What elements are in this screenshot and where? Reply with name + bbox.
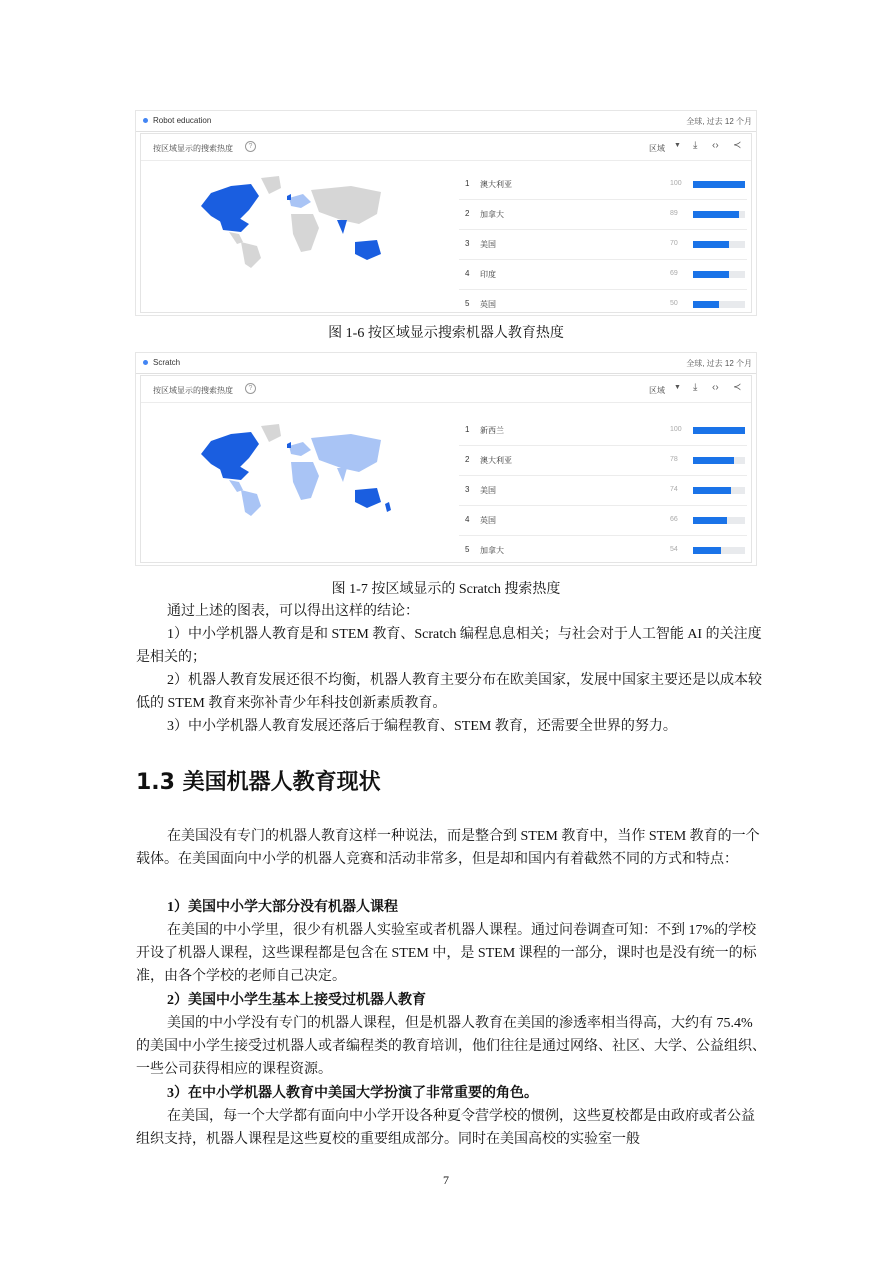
share-icon[interactable]: ≺ bbox=[733, 140, 742, 151]
rank-number: 5 bbox=[465, 545, 470, 554]
rank-number: 1 bbox=[465, 179, 470, 188]
point-text: 在美国的中小学里，很少有机器人实验室或者机器人课程。通过问卷调查可知：不到 17%的学校开设了机器人课程，这些课程都是包含在 STEM 中，是 STEM 课程的一部分，课时也是没有统一的标准，由各个学校的老师自己决定。 bbox=[136, 923, 757, 984]
region-name: 英国 bbox=[480, 516, 496, 525]
world-map bbox=[191, 168, 396, 268]
world-map bbox=[191, 416, 396, 516]
map-new-zealand bbox=[385, 502, 391, 512]
embed-icon[interactable]: ‹› bbox=[712, 382, 719, 393]
figure-caption: 图 1-7 按区域显示的 Scratch 搜索热度 bbox=[331, 582, 561, 597]
region-selector[interactable]: 区域 bbox=[649, 144, 665, 153]
point-text: 美国的中小学没有专门的机器人课程，但是机器人教育在美国的渗透率相当得高，大约有 75.4%的美国中小学生接受过机器人或者编程类的教育培训，他们往往是通过网络、社区、大学、公益组织、一些公司获得相应的课程资源。 bbox=[136, 1016, 766, 1077]
value-bar bbox=[693, 517, 727, 524]
rank-number: 3 bbox=[465, 485, 470, 494]
rank-value: 89 bbox=[670, 210, 678, 217]
figure-robot-education bbox=[135, 110, 757, 316]
download-icon[interactable]: ⤓ bbox=[693, 382, 698, 393]
value-bar-track bbox=[693, 547, 745, 554]
value-bar-track bbox=[693, 241, 745, 248]
map-africa bbox=[291, 462, 319, 500]
region-selector[interactable]: 区域 bbox=[649, 386, 665, 395]
help-icon[interactable]: ? bbox=[245, 383, 256, 394]
value-bar bbox=[693, 547, 721, 554]
value-bar bbox=[693, 271, 729, 278]
region-name: 加拿大 bbox=[480, 210, 504, 219]
map-south-america bbox=[241, 242, 261, 268]
value-bar bbox=[693, 457, 734, 464]
point-text: 在美国，每一个大学都有面向中小学开设各种夏令营学校的惯例，这些夏校都是由政府或者公益组织支持，机器人课程是这些夏校的重要组成部分。同时在美国高校的实验室一般 bbox=[136, 1109, 755, 1147]
value-bar-track bbox=[693, 181, 745, 188]
map-usa bbox=[219, 218, 249, 232]
map-uk bbox=[287, 442, 291, 448]
figure-caption: 图 1-6 按区域显示搜索机器人教育热度 bbox=[328, 326, 564, 341]
ranking-row[interactable] bbox=[459, 260, 747, 290]
card-header bbox=[141, 376, 751, 403]
map-greenland bbox=[261, 176, 281, 194]
rank-value: 74 bbox=[670, 486, 678, 493]
region-name: 美国 bbox=[480, 486, 496, 495]
card-title: 按区域显示的搜索热度 bbox=[153, 386, 233, 395]
value-bar bbox=[693, 241, 729, 248]
map-australia bbox=[355, 488, 381, 508]
download-icon[interactable]: ⤓ bbox=[693, 140, 698, 151]
map-europe bbox=[289, 194, 311, 208]
map-greenland bbox=[261, 424, 281, 442]
value-bar-track bbox=[693, 457, 745, 464]
region-name: 加拿大 bbox=[480, 546, 504, 555]
card-header bbox=[141, 134, 751, 161]
rank-value: 78 bbox=[670, 456, 678, 463]
embed-icon[interactable]: ‹› bbox=[712, 140, 719, 151]
rank-value: 69 bbox=[670, 270, 678, 277]
value-bar bbox=[693, 181, 745, 188]
map-australia bbox=[355, 240, 381, 260]
series-dot-icon bbox=[143, 360, 148, 365]
rank-value: 66 bbox=[670, 516, 678, 523]
search-term: Scratch bbox=[153, 358, 181, 367]
conclusion-item: 3）中小学机器人教育发展还落后于编程教育、STEM 教育，还需要全世界的努力。 bbox=[167, 719, 677, 734]
map-central-america bbox=[229, 480, 243, 492]
ranking-row[interactable] bbox=[459, 416, 747, 446]
map-india bbox=[337, 468, 347, 482]
region-name: 新西兰 bbox=[480, 426, 504, 435]
rank-number: 4 bbox=[465, 269, 470, 278]
rank-value: 100 bbox=[670, 180, 682, 187]
map-asia bbox=[311, 186, 381, 224]
rank-value: 100 bbox=[670, 426, 682, 433]
figure-header bbox=[136, 111, 756, 132]
map-central-america bbox=[229, 232, 243, 244]
rank-number: 5 bbox=[465, 299, 470, 308]
region-name: 美国 bbox=[480, 240, 496, 249]
ranking-row[interactable] bbox=[459, 200, 747, 230]
value-bar-track bbox=[693, 517, 745, 524]
rank-value: 70 bbox=[670, 240, 678, 247]
rank-value: 54 bbox=[670, 546, 678, 553]
value-bar-track bbox=[693, 487, 745, 494]
ranking-row[interactable] bbox=[459, 170, 747, 200]
section-intro: 在美国没有专门的机器人教育这样一种说法，而是整合到 STEM 教育中，当作 STEM 教育的一个载体。在美国面向中小学的机器人竞赛和活动非常多，但是却和国内有着截然不同的方式和特点： bbox=[136, 829, 760, 867]
region-name: 印度 bbox=[480, 270, 496, 279]
map-uk bbox=[287, 194, 291, 200]
scope-label: 全球, 过去 12 个月 bbox=[686, 117, 752, 126]
section-heading: 1.3 美国机器人教育现状 bbox=[136, 770, 381, 795]
figure-header bbox=[136, 353, 756, 374]
series-dot-icon bbox=[143, 118, 148, 123]
conclusion-item: 2）机器人教育发展还很不均衡，机器人教育主要分布在欧美国家，发展中国家主要还是以成本较低的 STEM 教育来弥补青少年科技创新素质教育。 bbox=[136, 673, 762, 711]
figure-scratch bbox=[135, 352, 757, 566]
map-south-america bbox=[241, 490, 261, 516]
share-icon[interactable]: ≺ bbox=[733, 382, 742, 393]
rank-value: 50 bbox=[670, 300, 678, 307]
region-card bbox=[140, 375, 752, 563]
region-name: 澳大利亚 bbox=[480, 456, 512, 465]
page-number: 7 bbox=[443, 1173, 449, 1187]
map-europe bbox=[289, 442, 311, 456]
map-africa bbox=[291, 214, 319, 252]
value-bar bbox=[693, 301, 719, 308]
card-title: 按区域显示的搜索热度 bbox=[153, 144, 233, 153]
map-asia bbox=[311, 434, 381, 472]
ranking-row[interactable] bbox=[459, 290, 747, 319]
conclusion-intro: 通过上述的图表，可以得出这样的结论： bbox=[167, 604, 419, 619]
rank-number: 4 bbox=[465, 515, 470, 524]
value-bar-track bbox=[693, 301, 745, 308]
point-title: 1）美国中小学大部分没有机器人课程 bbox=[167, 900, 398, 915]
ranking-row[interactable] bbox=[459, 536, 747, 565]
point-title: 2）美国中小学生基本上接受过机器人教育 bbox=[167, 993, 426, 1008]
conclusion-item: 1）中小学机器人教育是和 STEM 教育、Scratch 编程息息相关；与社会对于人工智能 AI 的关注度是相关的； bbox=[136, 627, 762, 665]
ranking-row[interactable] bbox=[459, 476, 747, 506]
value-bar bbox=[693, 211, 739, 218]
value-bar bbox=[693, 487, 731, 494]
region-name: 英国 bbox=[480, 300, 496, 309]
scope-label: 全球, 过去 12 个月 bbox=[686, 359, 752, 368]
help-icon[interactable]: ? bbox=[245, 141, 256, 152]
ranking-row[interactable] bbox=[459, 230, 747, 260]
rank-number: 2 bbox=[465, 209, 470, 218]
caret-down-icon[interactable]: ▼ bbox=[674, 142, 681, 149]
rank-number: 1 bbox=[465, 425, 470, 434]
region-name: 澳大利亚 bbox=[480, 180, 512, 189]
value-bar-track bbox=[693, 271, 745, 278]
caret-down-icon[interactable]: ▼ bbox=[674, 384, 681, 391]
ranking-row[interactable] bbox=[459, 446, 747, 476]
ranking-row[interactable] bbox=[459, 506, 747, 536]
map-usa bbox=[219, 466, 249, 480]
search-term: Robot education bbox=[153, 116, 212, 125]
rank-number: 3 bbox=[465, 239, 470, 248]
region-card bbox=[140, 133, 752, 313]
value-bar-track bbox=[693, 211, 745, 218]
value-bar-track bbox=[693, 427, 745, 434]
rank-number: 2 bbox=[465, 455, 470, 464]
point-title: 3）在中小学机器人教育中美国大学扮演了非常重要的角色。 bbox=[167, 1086, 538, 1101]
value-bar bbox=[693, 427, 745, 434]
map-india bbox=[337, 220, 347, 234]
